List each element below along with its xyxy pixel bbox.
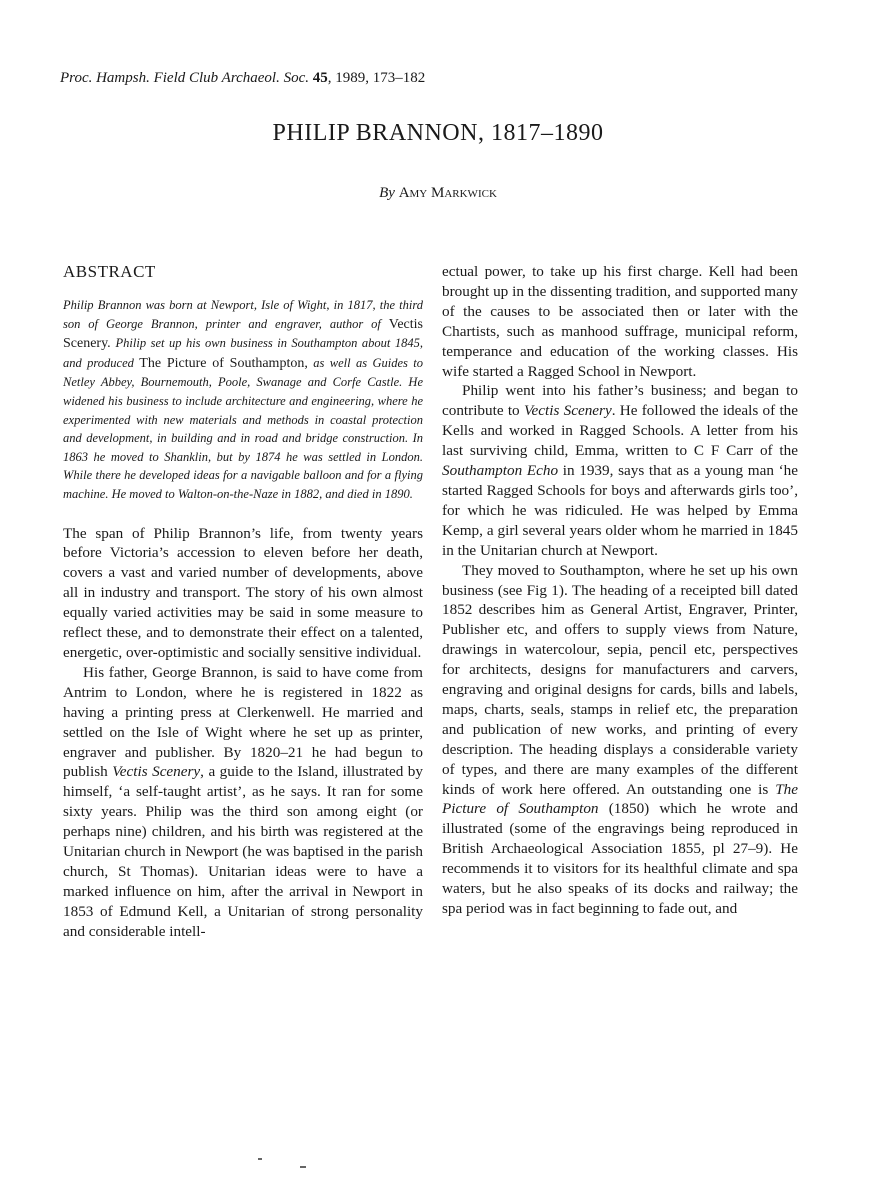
- right-p3-seg-1: They moved to Southampton, where he set up his own business (see Fig 1). The heading of a receipted bill dated 1852 describes him as General Artist, Engraver, Printer, Publisher etc, and offers to supply views from Nature, drawings in watercolour, sepia, pencil etc, perspectives for architects, designs for manufacturers and carvers, engraving and original designs for cards, bills and labels, maps, charts, seals, stamps in relief etc, the preparation and publication of new works, and printing of every description. The heading displays a considerable variety of types, and there are many examples of the different kinds of work here offered. An outstanding one is: [442, 561, 798, 798]
- abstract-seg-6: as well as Guides to Netley Abbey, Bournemouth, Poole, Swanage and Corfe Castle. He widened his business to include architecture and engineering, where he experimented with new materials and methods in coastal protection and development, in building and in road and bridge construction. In 1863 he moved to Shanklin, but by 1874 he was settled in London. While there he developed ideas for a navigable balloon and for a flying machine. He moved to Walton-on-the-Naze in 1882, and died in 1890.: [63, 355, 423, 501]
- left-p2-seg-1: His father, George Brannon, is said to have come from Antrim to London, where he is registered in 1822 as having a printing press at Clerkenwell. He married and settled on the Isle of Wight where he set up as printer, engraver and publisher. By 1820–21 he had begun to publish: [63, 663, 423, 781]
- right-p2-seg-3: . He followed the ideals of the Kells and worked in Ragged Schools. A letter from his last surviving child, Emma, written to C F Carr of the: [442, 402, 798, 460]
- right-column: [442, 262, 798, 919]
- left-body: [63, 524, 423, 942]
- right-p3-seg-3: (1850) which he wrote and illustrated (some of the engravings being reproduced in British Archaeological Association 1855, pl 27–9). He recommends it to visitors for its healthful climate and spa waters, but he also speaks of its docks and railway; the spa period was in fact beginning to fade out, and: [442, 800, 799, 917]
- author-name: Amy Markwick: [398, 185, 497, 201]
- byline-by: By: [379, 185, 395, 201]
- scan-smudge: [300, 1166, 306, 1168]
- journal-volume: 45: [312, 70, 328, 86]
- scan-smudge: [258, 1158, 262, 1160]
- right-p3-seg-2: The Picture of Southampton: [442, 780, 798, 818]
- left-p2-seg-2: Vectis Scenery: [112, 763, 201, 781]
- body-paragraph-4: [442, 381, 798, 560]
- right-p2-seg-4: Southampton Echo: [442, 462, 559, 480]
- abstract-seg-3: Scenery.: [63, 336, 116, 352]
- right-p2-seg-1: Philip went into his father’s business; and began to contribute to: [442, 382, 798, 420]
- left-p2-seg-3: , a guide to the Island, illustrated by himself, ‘a self-taught artist’, as he says. It ran for some sixty years. Philip was the third son among eight (or perhaps nine) children, and his birth was registered at the Unitarian church in Newport (he was baptised in the parish church, St Thomas). Unitarian ideas were to have a marked influence on him, after the arrival in Newport in 1853 of Edmund Kell, a Unitarian of strong personality and considerable intell-: [63, 763, 423, 940]
- left-column: [63, 262, 423, 942]
- body-paragraph-1: The span of Philip Brannon’s life, from twenty years before Victoria’s accession to eleven before her death, covers a vast and varied number of developments, above all in industry and transport. The story of his own almost equally varied activities may be said in some measure to reflect these, and to demonstrate their effect on a talented, energetic, over-optimistic and socially sensitive individual.: [63, 524, 423, 661]
- abstract-text: [63, 296, 423, 504]
- abstract-seg-4: Philip set up his own business in Southampton about 1845, and produced: [63, 336, 423, 370]
- abstract-seg-1: Philip Brannon was born at Newport, Isle of Wight, in 1817, the third son of George Brannon, printer and engraver, author of: [63, 298, 423, 331]
- body-paragraph-3: ectual power, to take up his first charge. Kell had been brought up in the dissenting tradition, and supported many of the causes to be associated then or later with the Chartists, such as manhood suffrage, municipal reform, temperance and education of the working classes. His wife started a Ragged School in Newport.: [442, 263, 798, 380]
- right-p2-seg-2: Vectis Scenery: [523, 402, 612, 420]
- journal-pages: , 1989, 173–182: [327, 70, 426, 86]
- abstract-heading: ABSTRACT: [63, 262, 156, 281]
- journal-name: Proc. Hampsh. Field Club Archaeol. Soc.: [60, 70, 309, 86]
- right-p2-seg-5: in 1939, says that as a young man ‘he started Ragged Schools for boys and afterwards girls too’, for which he was ridiculed. He was helped by Emma Kemp, a girl several years older whom he married in 1845 in the Unitarian church at Newport.: [442, 462, 798, 559]
- article-title: PHILIP BRANNON, 1817–1890: [272, 120, 604, 146]
- byline: [0, 185, 876, 202]
- journal-citation: [60, 70, 425, 87]
- abstract-seg-5: The Picture of Southampton,: [139, 355, 308, 371]
- body-paragraph-2: [63, 663, 423, 942]
- right-body: [442, 262, 798, 919]
- abstract-seg-2: Vectis: [388, 316, 423, 332]
- body-paragraph-5: [442, 561, 798, 919]
